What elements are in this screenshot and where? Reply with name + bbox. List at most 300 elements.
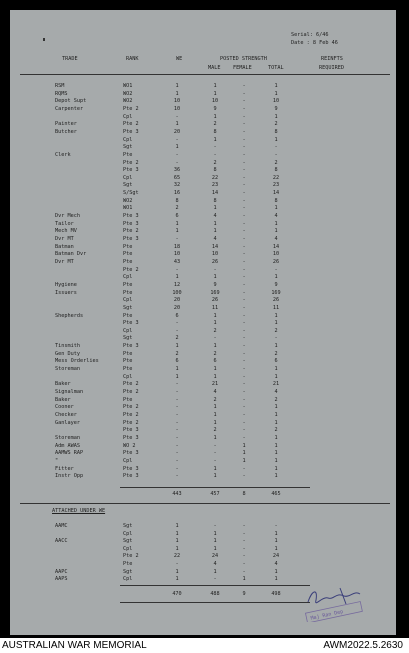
cell-female: 1	[242, 576, 246, 583]
total-male: 488	[210, 591, 220, 597]
cell-female: -	[242, 151, 246, 158]
cell-rank: Pte 2	[123, 228, 139, 235]
cell-female: -	[242, 530, 246, 537]
cell-female: -	[242, 523, 246, 529]
section-rule	[20, 503, 390, 504]
cell-male: -	[213, 151, 217, 158]
signature	[300, 582, 380, 622]
cell-trade: Instr Opp	[55, 473, 84, 480]
cell-male: 2	[213, 427, 217, 434]
cell-rank: Cpl	[123, 576, 133, 583]
cell-total: 26	[272, 297, 280, 304]
cell-we: 1	[175, 568, 179, 575]
cell-trade: Gen Duty	[55, 350, 80, 357]
table-row	[10, 175, 396, 181]
cell-total: 1	[274, 274, 278, 281]
cell-trade: Carpenter	[55, 105, 84, 112]
cell-male: 4	[213, 561, 217, 567]
cell-total: 8	[274, 197, 278, 204]
cell-rank: Pte 3	[123, 434, 139, 441]
cell-male: 1	[213, 373, 217, 380]
cell-total: 6	[274, 358, 278, 365]
cell-we: 10	[173, 98, 181, 105]
cell-rank: Pte 2	[123, 105, 139, 112]
header-rule	[20, 74, 390, 75]
cell-total: 1	[274, 434, 278, 441]
cell-trade: Ganlayer	[55, 419, 80, 426]
cell-female: 1	[242, 457, 246, 464]
table-row	[10, 313, 396, 319]
cell-total: 2	[274, 159, 278, 166]
cell-male: -	[213, 576, 217, 583]
table-row	[10, 320, 396, 326]
cell-we: 1	[175, 523, 179, 529]
cell-trade: Dvr Mech	[55, 213, 80, 220]
cell-trade: Dvr MT	[55, 236, 74, 242]
stamp-text: Maj Ran Dep	[310, 608, 344, 622]
cell-total: 10	[272, 251, 280, 258]
table-row	[10, 450, 396, 456]
cell-total: 26	[272, 258, 280, 265]
cell-we: -	[175, 151, 179, 158]
table-row	[10, 420, 396, 426]
cell-rank: Cpl	[123, 530, 133, 537]
cell-rank: Pte 3	[123, 167, 139, 174]
table-row	[10, 427, 396, 433]
cell-rank: Pte 3	[123, 450, 139, 457]
cell-trade: Cooner	[55, 404, 74, 411]
table-row	[10, 458, 396, 464]
cell-female: -	[242, 167, 246, 174]
cell-trade: AACC	[55, 538, 68, 545]
cell-male: 1	[213, 312, 217, 319]
cell-we: 2	[175, 350, 179, 357]
table-row	[10, 244, 396, 250]
cell-rank: Pte 2	[123, 553, 139, 560]
cell-male: 1	[213, 113, 217, 120]
table-row	[10, 98, 396, 104]
cell-female: -	[242, 281, 246, 288]
table-row	[10, 121, 396, 127]
cell-total: 1	[274, 538, 278, 545]
cell-total: 1	[274, 450, 278, 457]
cell-we: -	[175, 473, 179, 480]
cell-rank: Pte 3	[123, 343, 139, 350]
cell-rank: Cpl	[123, 136, 133, 143]
total-total: 498	[271, 591, 281, 597]
cell-male: 1	[213, 366, 217, 373]
cell-we: 20	[173, 128, 181, 135]
cell-total: 11	[272, 304, 280, 311]
cell-trade: Tailor	[55, 220, 74, 227]
table-row	[10, 404, 396, 410]
cell-trade: Storeman	[55, 366, 80, 373]
cell-we: 6	[175, 358, 179, 365]
cell-we: -	[175, 427, 179, 434]
cell-we: -	[175, 419, 179, 426]
cell-rank: Sgt	[123, 144, 133, 151]
cell-we: 20	[173, 304, 181, 311]
table-row	[10, 160, 396, 166]
cell-rank: Pte 2	[123, 159, 139, 166]
cell-female: -	[242, 373, 246, 380]
cell-female: -	[242, 561, 246, 567]
cell-trade: RSM	[55, 83, 65, 89]
cell-male: 1	[213, 205, 217, 212]
cell-rank: WO2	[123, 90, 133, 97]
cell-total: 9	[274, 281, 278, 288]
cell-male: 26	[211, 297, 219, 304]
table-row	[10, 282, 396, 288]
cell-male: -	[213, 523, 217, 529]
cell-we: -	[175, 561, 179, 567]
cell-male: 26	[211, 258, 219, 265]
cell-total: 22	[272, 174, 280, 181]
cell-male: 21	[211, 381, 219, 388]
cell-female: -	[242, 327, 246, 334]
table-row	[10, 297, 396, 303]
cell-we: -	[175, 159, 179, 166]
cell-total: 1	[274, 576, 278, 583]
table-row	[10, 351, 396, 357]
cell-male: 4	[213, 213, 217, 220]
cell-rank: Pte 2	[123, 411, 139, 418]
subtotal-male: 457	[210, 491, 220, 497]
cell-trade: Painter	[55, 121, 77, 128]
cell-female: -	[242, 553, 246, 560]
table-row	[10, 473, 396, 479]
cell-female: -	[242, 389, 246, 395]
cell-rank: Sgt	[123, 304, 133, 311]
cell-rank: Pte	[123, 396, 133, 403]
cell-trade: Mess Orderlies	[55, 358, 99, 365]
table-row	[10, 259, 396, 265]
cell-female: -	[242, 568, 246, 575]
cell-female: -	[242, 274, 246, 281]
cell-rank: Pte 2	[123, 389, 139, 395]
cell-we: -	[175, 113, 179, 120]
cell-female: -	[242, 251, 246, 258]
cell-male: -	[213, 457, 217, 464]
cell-female: -	[242, 545, 246, 552]
cell-female: -	[242, 396, 246, 403]
cell-female: -	[242, 220, 246, 227]
col-total: TOTAL	[268, 65, 284, 71]
cell-male: 1	[213, 320, 217, 327]
cell-rank: Pte	[123, 243, 133, 250]
cell-total: 1	[274, 343, 278, 350]
cell-female: -	[242, 159, 246, 166]
cell-male: 1	[213, 90, 217, 97]
cell-we: 100	[172, 289, 182, 296]
table-row	[10, 531, 396, 537]
cell-female: -	[242, 350, 246, 357]
cell-we: 1	[175, 274, 179, 281]
cell-we: 20	[173, 297, 181, 304]
cell-rank: Cpl	[123, 457, 133, 464]
cell-female: -	[242, 258, 246, 265]
cell-female: -	[242, 434, 246, 441]
cell-we: 1	[175, 144, 179, 151]
cell-female: -	[242, 427, 246, 434]
cell-we: 2	[175, 205, 179, 212]
cell-we: 16	[173, 190, 181, 197]
cell-rank: Cpl	[123, 297, 133, 304]
cell-rank: Pte 3	[123, 465, 139, 472]
cell-we: 12	[173, 281, 181, 288]
footer-institution: AUSTRALIAN WAR MEMORIAL	[2, 640, 147, 651]
cell-rank: Pte 2	[123, 121, 139, 128]
cell-trade: Mech MV	[55, 228, 77, 235]
cell-we: 2	[175, 335, 179, 342]
table-row	[10, 569, 396, 575]
cell-rank: Cpl	[123, 174, 133, 181]
serial-number: Serial: 6/46	[291, 32, 329, 38]
col-reinfts: REINFTS	[321, 56, 343, 62]
cell-male: 10	[211, 98, 219, 105]
table-row	[10, 381, 396, 387]
cell-male: -	[213, 335, 217, 342]
table-row	[10, 106, 396, 112]
cell-we: -	[175, 442, 179, 449]
cell-rank: Sgt	[123, 523, 133, 529]
cell-we: -	[175, 450, 179, 457]
table-row	[10, 251, 396, 257]
total-we: 470	[172, 591, 182, 597]
cell-total: 1	[274, 530, 278, 537]
cell-female: -	[242, 213, 246, 220]
cell-we: 10	[173, 251, 181, 258]
cell-we: 1	[175, 83, 179, 89]
footer-reference: AWM2022.5.2630	[323, 640, 403, 651]
cell-female: -	[242, 105, 246, 112]
cell-total: 1	[274, 220, 278, 227]
table-row	[10, 538, 396, 544]
cell-we: 36	[173, 167, 181, 174]
cell-rank: Pte 2	[123, 404, 139, 411]
cell-total: 1	[274, 473, 278, 480]
cell-trade: Baker	[55, 381, 71, 388]
cell-rank: Sgt	[123, 568, 133, 575]
cell-male: 1	[213, 228, 217, 235]
cell-female: -	[242, 404, 246, 411]
cell-rank: Pte 3	[123, 213, 139, 220]
cell-total: 4	[274, 236, 278, 242]
total-rule	[120, 585, 310, 586]
table-row	[10, 114, 396, 120]
table-row	[10, 343, 396, 349]
table-row	[10, 274, 396, 280]
cell-male: 1	[213, 530, 217, 537]
cell-male: 10	[211, 251, 219, 258]
cell-rank: WO 2	[123, 442, 136, 449]
cell-female: -	[242, 228, 246, 235]
cell-rank: Pte	[123, 312, 133, 319]
cell-rank: Pte 3	[123, 220, 139, 227]
cell-we: -	[175, 404, 179, 411]
col-we: WE	[176, 56, 183, 62]
col-required: REQUIRED	[319, 65, 344, 71]
cell-male: 1	[213, 465, 217, 472]
cell-total: 1	[274, 404, 278, 411]
document-date: Date : 8 Feb 46	[291, 40, 338, 46]
cell-trade: AAMC	[55, 523, 68, 529]
cell-total: -	[274, 151, 278, 158]
cell-male: 1	[213, 83, 217, 89]
cell-we: 1	[175, 366, 179, 373]
table-row	[10, 198, 396, 204]
table-row	[10, 412, 396, 418]
cell-we: -	[175, 236, 179, 242]
cell-total: 8	[274, 167, 278, 174]
table-row	[10, 205, 396, 211]
cell-we: 1	[175, 220, 179, 227]
cell-male: 8	[213, 197, 217, 204]
cell-female: -	[242, 304, 246, 311]
cell-male: 1	[213, 568, 217, 575]
cell-total: 1	[274, 113, 278, 120]
col-female: FEMALE	[233, 65, 252, 71]
table-row	[10, 443, 396, 449]
cell-female: -	[242, 358, 246, 365]
table-row	[10, 523, 396, 529]
cell-trade: Butcher	[55, 128, 77, 135]
cell-total: 4	[274, 213, 278, 220]
cell-male: 6	[213, 358, 217, 365]
cell-trade: Issuers	[55, 289, 77, 296]
table-row	[10, 358, 396, 364]
cell-female: -	[242, 289, 246, 296]
col-male: MALE	[208, 65, 221, 71]
cell-total: 1	[274, 465, 278, 472]
table-row	[10, 182, 396, 188]
cell-we: -	[175, 457, 179, 464]
cell-we: 65	[173, 174, 181, 181]
cell-female: -	[242, 113, 246, 120]
cell-rank: Cpl	[123, 113, 133, 120]
cell-rank: Cpl	[123, 327, 133, 334]
cell-male: -	[213, 144, 217, 151]
cell-total: 9	[274, 105, 278, 112]
table-row	[10, 328, 396, 334]
cell-male: 2	[213, 396, 217, 403]
archive-footer	[0, 638, 409, 653]
cell-male: 1	[213, 343, 217, 350]
table-row	[10, 83, 396, 89]
cell-trade: "	[55, 457, 59, 464]
table-row	[10, 221, 396, 227]
table-row	[10, 553, 396, 559]
cell-we: -	[175, 396, 179, 403]
cell-rank: Cpl	[123, 274, 133, 281]
table-row	[10, 435, 396, 441]
cell-trade: Fitter	[55, 465, 74, 472]
cell-we: 22	[173, 553, 181, 560]
cell-total: 14	[272, 190, 280, 197]
col-trade: TRADE	[62, 56, 78, 62]
cell-total: 14	[272, 243, 280, 250]
cell-rank: Pte 2	[123, 381, 139, 388]
cell-rank: Pte	[123, 281, 133, 288]
cell-rank: WO2	[123, 197, 133, 204]
cell-we: 1	[175, 90, 179, 97]
cell-male: 1	[213, 274, 217, 281]
cell-total: -	[274, 144, 278, 151]
cell-male: 1	[213, 404, 217, 411]
cell-total: 4	[274, 561, 278, 567]
cell-we: 18	[173, 243, 181, 250]
table-row	[10, 546, 396, 552]
cell-total: -	[274, 335, 278, 342]
cell-male: 11	[211, 304, 219, 311]
cell-trade: Batman Dvr	[55, 251, 87, 258]
table-row	[10, 290, 396, 296]
table-row	[10, 267, 396, 273]
cell-total: 1	[274, 205, 278, 212]
subtotal-row	[10, 491, 396, 497]
cell-we: -	[175, 320, 179, 327]
cell-we: -	[175, 136, 179, 143]
cell-male: 2	[213, 121, 217, 128]
cell-we: 8	[175, 197, 179, 204]
cell-we: 6	[175, 312, 179, 319]
cell-rank: S/Sgt	[123, 190, 139, 197]
cell-total: 8	[274, 128, 278, 135]
table-row	[10, 137, 396, 143]
cell-trade: Signalman	[55, 389, 84, 395]
cell-total: 2	[274, 396, 278, 403]
cell-male: 1	[213, 411, 217, 418]
cell-female: -	[242, 205, 246, 212]
cell-we: 10	[173, 105, 181, 112]
cell-we: 6	[175, 213, 179, 220]
cell-total: 23	[272, 182, 280, 189]
cell-female: -	[242, 366, 246, 373]
cell-total: 1	[274, 320, 278, 327]
cell-male: 1	[213, 419, 217, 426]
cell-female: -	[242, 335, 246, 342]
subtotal-female: 8	[242, 491, 246, 497]
cell-female: -	[242, 343, 246, 350]
cell-we: -	[175, 434, 179, 441]
table-row	[10, 374, 396, 380]
cell-total: 1	[274, 568, 278, 575]
cell-female: -	[242, 236, 246, 242]
cell-trade: AAMWS RAP	[55, 450, 84, 457]
cell-trade: Dvr MT	[55, 258, 74, 265]
cell-female: -	[242, 243, 246, 250]
cell-total: 1	[274, 373, 278, 380]
cell-we: 1	[175, 121, 179, 128]
cell-female: -	[242, 266, 246, 273]
cell-rank: Pte 3	[123, 236, 139, 242]
table-row	[10, 152, 396, 158]
cell-we: 32	[173, 182, 181, 189]
cell-we: 1	[175, 373, 179, 380]
cell-female: -	[242, 320, 246, 327]
cell-we: 43	[173, 258, 181, 265]
cell-female: -	[242, 98, 246, 105]
cell-male: 2	[213, 350, 217, 357]
cell-female: -	[242, 419, 246, 426]
cell-trade: RQMS	[55, 90, 68, 97]
cell-male: -	[213, 450, 217, 457]
cell-male: -	[213, 266, 217, 273]
cell-total: 1	[274, 419, 278, 426]
cell-total: 1	[274, 83, 278, 89]
cell-total: 1	[274, 442, 278, 449]
subtotal-we: 443	[172, 491, 182, 497]
